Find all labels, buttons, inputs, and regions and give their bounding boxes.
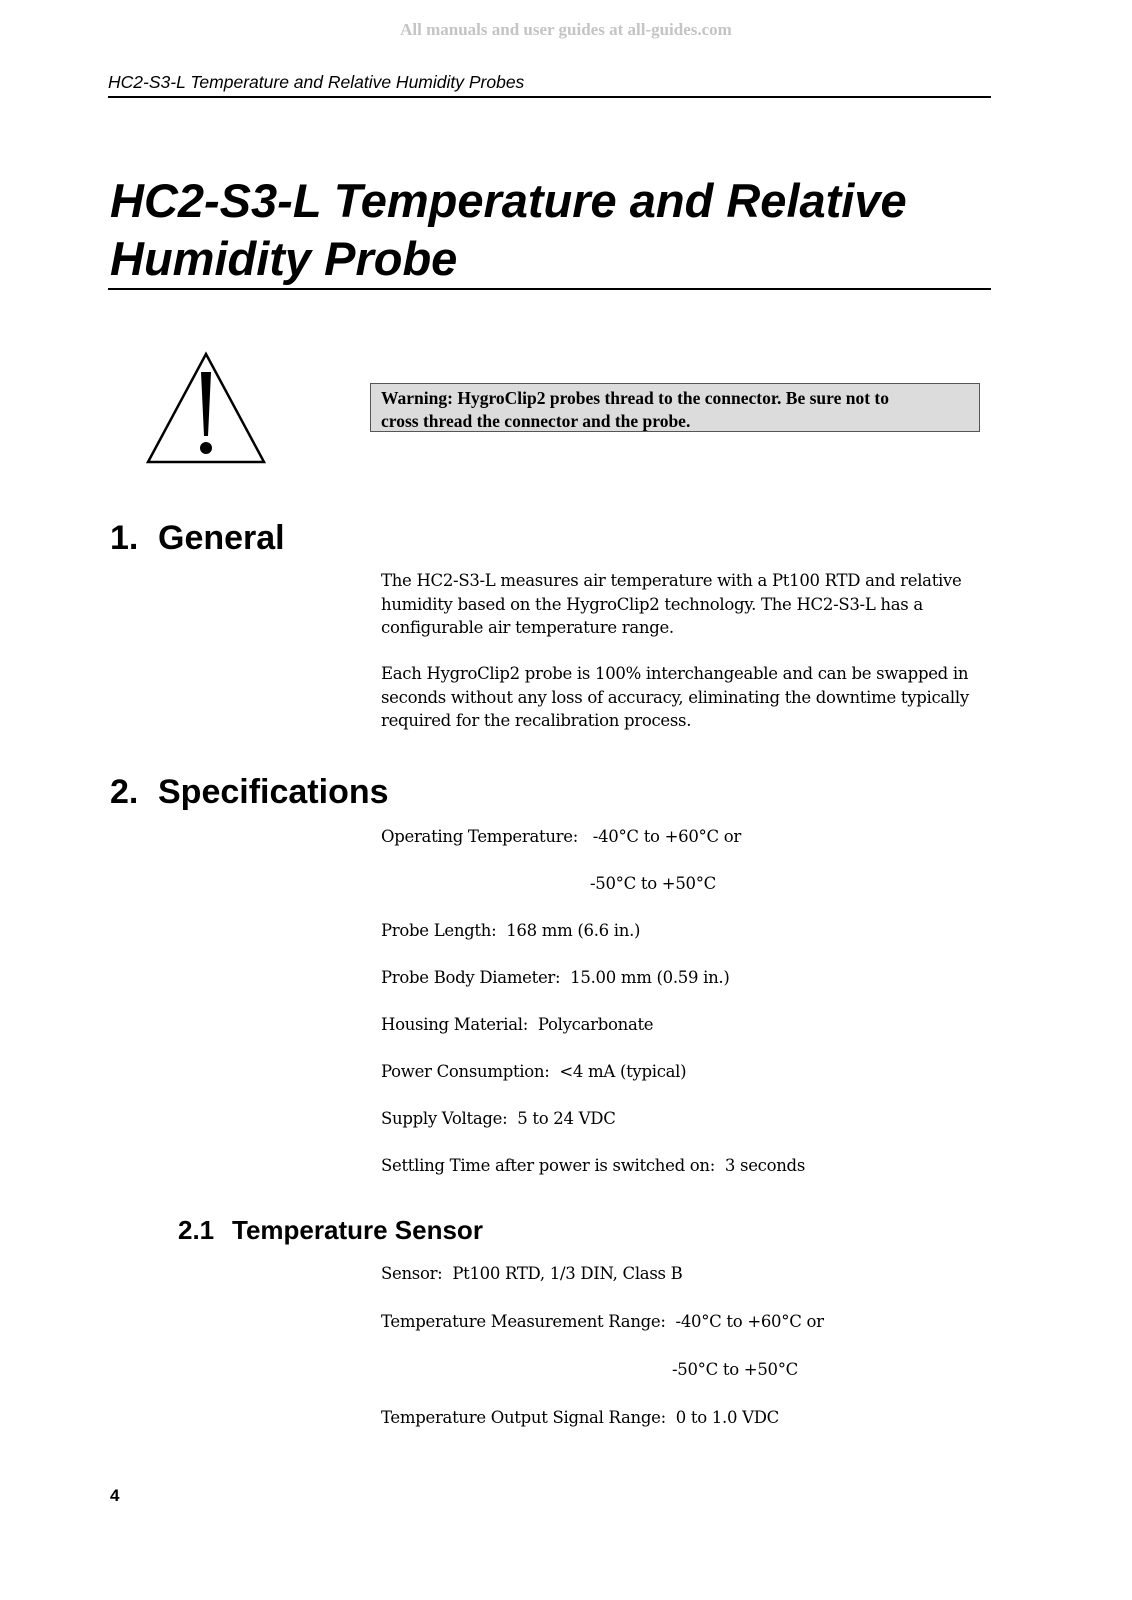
section-title: General xyxy=(158,519,285,557)
title-rule xyxy=(108,288,991,290)
spec-probe-body-diameter: Probe Body Diameter: 15.00 mm (0.59 in.) xyxy=(381,968,730,987)
text-line: humidity based on the HygroClip2 technology. The HC2-S3-L has a xyxy=(381,594,923,614)
section-general-heading xyxy=(110,518,285,558)
spec-housing-material: Housing Material: Polycarbonate xyxy=(381,1015,654,1034)
warning-line-2: cross thread the connector and the probe. xyxy=(381,411,691,431)
spec-temperature-measurement-range: Temperature Measurement Range: -40°C to +60°C or xyxy=(381,1312,824,1331)
text-line: Each HygroClip2 probe is 100% interchangeable and can be swapped in xyxy=(381,664,969,683)
spec-probe-length: Probe Length: 168 mm (6.6 in.) xyxy=(381,921,641,940)
subsection-number: 2.1 xyxy=(178,1215,215,1245)
section-specifications-heading xyxy=(110,772,389,812)
title-line-1: HC2-S3-L Temperature and Relative xyxy=(110,174,907,227)
spec-settling-time: Settling Time after power is switched on: 3 seconds xyxy=(381,1156,805,1175)
section-number: 2. xyxy=(110,773,139,811)
general-paragraph-2 xyxy=(381,662,991,733)
text-line: The HC2-S3-L measures air temperature with a Pt100 RTD and relative xyxy=(381,571,962,590)
spec-sensor: Sensor: Pt100 RTD, 1/3 DIN, Class B xyxy=(381,1264,683,1283)
spec-temperature-measurement-range-alt: -50°C to +50°C xyxy=(672,1360,798,1379)
spec-power-consumption: Power Consumption: <4 mA (typical) xyxy=(381,1062,687,1081)
spec-temperature-output-signal-range: Temperature Output Signal Range: 0 to 1.0 VDC xyxy=(381,1408,779,1427)
text-line: required for the recalibration process. xyxy=(381,711,692,730)
warning-box xyxy=(370,383,980,432)
spec-operating-temperature-alt: -50°C to +50°C xyxy=(590,874,716,893)
watermark: All manuals and user guides at all-guides.com xyxy=(400,20,732,39)
document-title xyxy=(110,172,907,288)
section-number: 1. xyxy=(110,519,139,557)
spec-operating-temperature: Operating Temperature: -40°C to +60°C or xyxy=(381,827,741,846)
general-paragraph-1 xyxy=(381,569,991,640)
text-line: seconds without any loss of accuracy, eliminating the downtime typically xyxy=(381,687,969,707)
spec-supply-voltage: Supply Voltage: 5 to 24 VDC xyxy=(381,1109,616,1128)
text-line: configurable air temperature range. xyxy=(381,618,674,637)
page-number: 4 xyxy=(110,1486,120,1505)
subsection-title: Temperature Sensor xyxy=(232,1215,483,1245)
warning-triangle-icon xyxy=(144,350,268,466)
section-title: Specifications xyxy=(158,773,389,811)
warning-line-1: Warning: HygroClip2 probes thread to the connector. Be sure not to xyxy=(381,388,889,408)
header-rule xyxy=(108,96,991,98)
running-header: HC2-S3-L Temperature and Relative Humidity Probes xyxy=(108,72,525,92)
subsection-temperature-sensor-heading xyxy=(178,1214,483,1246)
title-line-2: Humidity Probe xyxy=(110,232,458,285)
